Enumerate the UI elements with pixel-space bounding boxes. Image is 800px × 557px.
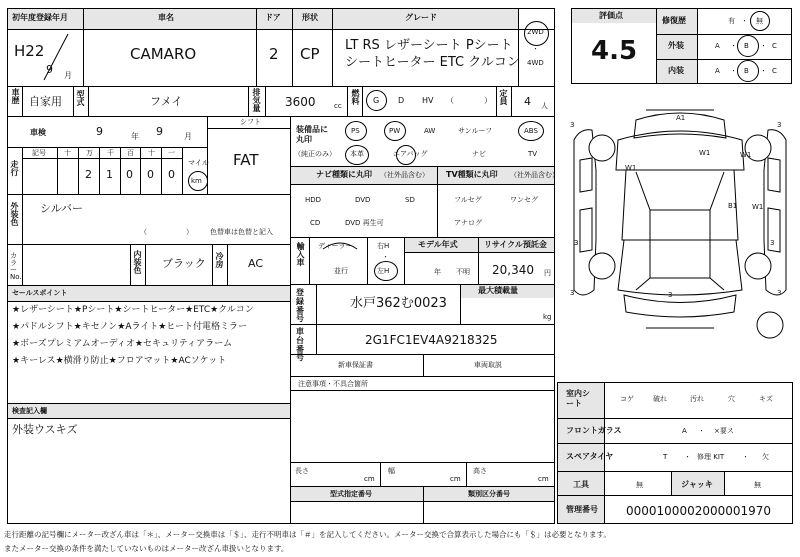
inspection-month-unit: 月: [184, 132, 192, 141]
equip-pw: PW: [389, 127, 401, 135]
model-value: フメイ: [150, 95, 183, 108]
interior-b: B: [744, 67, 749, 75]
shape-value: CP: [300, 45, 320, 63]
door-label: ドア: [265, 13, 281, 22]
fuel-hv: HV: [422, 96, 434, 105]
fuel-label: 燃料: [351, 89, 360, 105]
width-unit: cm: [450, 475, 461, 483]
mileage-label: 走行: [10, 160, 19, 176]
tools-label: 工具: [573, 480, 589, 489]
inspector-value: 外装ウスキズ: [12, 423, 78, 436]
disp-unit: cc: [334, 102, 342, 110]
seat-scratch: キズ: [759, 395, 773, 403]
tv-one: ワンセグ: [510, 196, 538, 204]
glass-x: ×要ス: [714, 427, 734, 435]
diagram-label-w1-b: W1: [625, 164, 637, 172]
digit-4: 0: [147, 168, 154, 181]
manual-label: 車両取説: [474, 361, 502, 369]
color-paren-l: （: [140, 228, 147, 236]
equip-abs: ABS: [524, 127, 538, 135]
height-unit: cm: [538, 475, 549, 483]
inspection-year: 9: [96, 125, 103, 138]
tools-value: 無: [636, 481, 643, 489]
diagram-label-a1: A1: [676, 114, 686, 122]
color-no-label: カラーNo.: [10, 252, 22, 281]
model-label: 型式: [76, 90, 85, 106]
seat-burn: コゲ: [620, 395, 634, 403]
equip-tv: TV: [528, 150, 538, 158]
import-dot: ・: [382, 253, 389, 261]
recycle-value: 20,340: [492, 263, 534, 277]
repair-no: 無: [756, 17, 763, 25]
import-left: 左H: [377, 267, 390, 275]
exterior-a: A: [715, 42, 720, 50]
ac-value: AC: [248, 257, 264, 270]
diagram-label-bottom: 3: [668, 291, 673, 299]
import-label: 輸入車: [296, 242, 305, 266]
color-note: 色替車は色替と記入: [210, 228, 273, 236]
equip-ps: PS: [351, 127, 360, 135]
inspection-label: 車検: [30, 128, 46, 137]
jack-value: 無: [754, 481, 761, 489]
recycle-label: リサイクル預託金: [484, 240, 547, 249]
navi-hdd: HDD: [305, 196, 322, 204]
selling-line-2: ★パドルシフト★キセノン★Aライト★ヒート付電格ミラー: [12, 322, 247, 332]
grade-line1: LT RS レザーシート Pシート: [345, 38, 513, 53]
era-value: H22: [14, 42, 45, 60]
navi-dvd: DVD: [355, 196, 371, 204]
registration-value: 水戸362む0023: [350, 296, 447, 311]
diagram-label-front-right: 3: [777, 121, 782, 129]
equip-aw: AW: [424, 127, 436, 135]
navi-dvd-play: DVD 再生可: [345, 219, 384, 227]
selling-label: セールスポイント: [12, 289, 68, 297]
place-1: 十: [64, 149, 71, 157]
max-load-unit: kg: [543, 313, 552, 321]
repair-yes: 有: [728, 17, 735, 25]
spare-none: 欠: [762, 453, 769, 461]
color-value: シルバー: [40, 202, 83, 215]
shift-value: FAT: [233, 151, 259, 169]
mile-label: マイル: [188, 159, 209, 167]
shape-label: 形状: [302, 13, 318, 22]
glass-dot: ・: [698, 427, 705, 435]
equip-leather: 本革: [350, 150, 364, 158]
tv-sub: （社外品含む）: [510, 171, 559, 179]
model-year-label: モデル年式: [418, 240, 458, 249]
import-right: 右H: [377, 242, 390, 250]
diagram-label-front-left: 3: [570, 121, 575, 129]
exterior-dot-2: ・: [760, 42, 767, 50]
warranty-label: 新車保証書: [338, 361, 373, 369]
place-5: 十: [148, 149, 155, 157]
diagram-label-rear-left: 3: [570, 289, 575, 297]
ac-label: 冷房: [215, 252, 224, 268]
digit-1: 2: [85, 168, 92, 181]
interior-grade-label: 内装: [668, 66, 684, 75]
exterior-b: B: [744, 42, 749, 50]
mileage-sym-label: 記号: [32, 149, 46, 157]
spare-dot-2: ・: [742, 453, 749, 461]
diagram-label-mid-right: 3: [770, 239, 775, 247]
navi-label: ナビ種類に丸印: [316, 170, 372, 179]
disp-label: 排気量: [252, 88, 261, 112]
diagram-label-rear-right: 3: [777, 289, 782, 297]
max-load-label: 最大積載量: [478, 286, 518, 295]
equip-sunroof: サンルーフ: [458, 127, 493, 135]
car-diagram: [566, 100, 794, 370]
repair-label: 修復歴: [662, 16, 686, 25]
drive-dot: ・: [532, 45, 539, 53]
spare-t: T: [663, 453, 668, 461]
drive-2wd: 2WD: [527, 28, 544, 36]
navi-sub: （社外品含む）: [380, 171, 429, 179]
tv-label: TV種類に丸印: [446, 170, 498, 179]
footer-line-1: 走行距離の記号欄にメーター改ざん車は「＊」、メーター交換車は「＄」、走行不明車は「＃」を記入してください。メーター交換で合算表示した場合にも「＄」は必要となります。: [4, 530, 611, 539]
chassis-value: 2G1FC1EV4A9218325: [365, 333, 498, 347]
interior-dot-2: ・: [760, 67, 767, 75]
equipment-sub: （純正のみ）: [294, 150, 336, 158]
footer-line-2: またメーター交換の条件を満たしていないものはメーター改ざん車扱いとなります。: [4, 544, 289, 553]
length-unit: cm: [364, 475, 375, 483]
interior-dot-1: ・: [730, 67, 737, 75]
cap-unit: 人: [541, 102, 548, 110]
score-label: 評価点: [599, 11, 623, 20]
inspector-label: 検査記入欄: [12, 407, 47, 415]
mgmt-label: 管理番号: [566, 505, 598, 514]
digit-2: 1: [106, 168, 113, 181]
year-label: 初年度登録年月: [12, 13, 68, 22]
import-dealer: ディーラー: [318, 242, 353, 250]
selling-line-1: ★レザーシート★Pシート★シートヒーター★ETC★クルコン: [12, 305, 254, 315]
width-label: 幅: [388, 467, 395, 475]
exterior-label: 外装: [668, 41, 684, 50]
fuel-g: G: [373, 96, 380, 105]
diagram-label-mid-left: 3: [574, 239, 579, 247]
diagram-label-w1-a: W1: [699, 149, 711, 157]
tv-full: フルセグ: [454, 196, 482, 204]
color-paren-r: ）: [186, 228, 193, 236]
chassis-label: 車台番号: [296, 327, 304, 363]
selling-line-3: ★ボーズプレミアムオーディオ★セキュリティアラーム: [12, 339, 233, 349]
equipment-label: 装備品に丸印: [296, 125, 328, 145]
seat-stain: 汚れ: [690, 395, 704, 403]
length-label: 長さ: [295, 467, 309, 475]
inspection-month: 9: [156, 125, 163, 138]
month-unit: 月: [64, 71, 72, 80]
equip-navi: ナビ: [472, 150, 486, 158]
model-year-unit: 年: [434, 268, 441, 276]
selling-line-4: ★キーレス★横滑り防止★フロアマット★ACソケット: [12, 356, 227, 366]
model-year-unknown: 不明: [456, 268, 470, 276]
registration-label: 登録番号: [296, 288, 304, 324]
place-6: 一: [168, 149, 175, 157]
seat-label: 室内シート: [566, 389, 590, 409]
place-4: 百: [127, 149, 134, 157]
score-value: 4.5: [591, 36, 638, 66]
usage-value: 自家用: [29, 95, 62, 108]
car-name: CAMARO: [130, 45, 197, 63]
month-value: 9: [46, 63, 53, 76]
drive-4wd: 4WD: [527, 59, 544, 67]
header-row: [8, 9, 518, 29]
fuel-paren-l: （: [446, 96, 454, 105]
exterior-dot-1: ・: [730, 42, 737, 50]
interior-a: A: [715, 67, 720, 75]
glass-a: A: [682, 427, 687, 435]
inspection-year-unit: 年: [131, 132, 139, 141]
navi-cd: CD: [310, 219, 321, 227]
interior-c: C: [772, 67, 777, 75]
km-label: km: [191, 177, 202, 185]
type-no-label: 型式指定番号: [330, 490, 372, 498]
seat-hole: 穴: [728, 395, 735, 403]
digit-3: 0: [126, 168, 133, 181]
grade-line2: シートヒーター ETC クルコン: [345, 55, 520, 70]
glass-label: フロントガラス: [566, 426, 622, 435]
jack-label: ジャッキ: [681, 480, 713, 489]
usage-label: 車歴: [11, 88, 20, 104]
class-no-label: 類別区分番号: [468, 490, 510, 498]
color-label: 外装色: [10, 202, 19, 226]
recycle-unit: 円: [544, 269, 551, 277]
navi-sd: SD: [405, 196, 415, 204]
repair-dot: ・: [741, 17, 748, 25]
name-label: 車名: [158, 13, 174, 22]
import-parallel: 並行: [334, 267, 348, 275]
diagram-label-b1: B1: [728, 202, 738, 210]
diagram-label-w1-c: W1: [740, 151, 752, 159]
interior-label: 内装色: [133, 250, 142, 274]
interior-value: ブラック: [162, 257, 206, 270]
disp-value: 3600: [285, 95, 316, 109]
notes-label: 注意事項・不具合箇所: [298, 380, 368, 388]
equip-airbag: エアバッグ: [393, 150, 428, 158]
shift-label: シフト: [240, 118, 261, 126]
dealer-mark: [320, 239, 360, 253]
fuel-paren-r: ）: [484, 96, 492, 105]
spare-label: スペアタイヤ: [566, 452, 614, 461]
place-3: 千: [107, 149, 114, 157]
height-label: 高さ: [473, 467, 487, 475]
cap-value: 4: [524, 95, 531, 108]
mgmt-value: 0000100002000001970: [626, 504, 772, 518]
diagram-label-w1-d: W1: [752, 203, 764, 211]
grade-label: グレード: [405, 13, 437, 22]
cap-label: 定員: [499, 89, 508, 105]
digit-5: 0: [168, 168, 175, 181]
spare-kit: 修理 KIT: [697, 453, 725, 461]
door-value: 2: [269, 45, 279, 63]
tv-analog: アナログ: [454, 219, 482, 227]
place-2: 万: [86, 149, 93, 157]
seat-tear: 破れ: [653, 395, 667, 403]
fuel-d: D: [398, 96, 405, 105]
spare-dot-1: ・: [684, 453, 691, 461]
exterior-c: C: [772, 42, 777, 50]
